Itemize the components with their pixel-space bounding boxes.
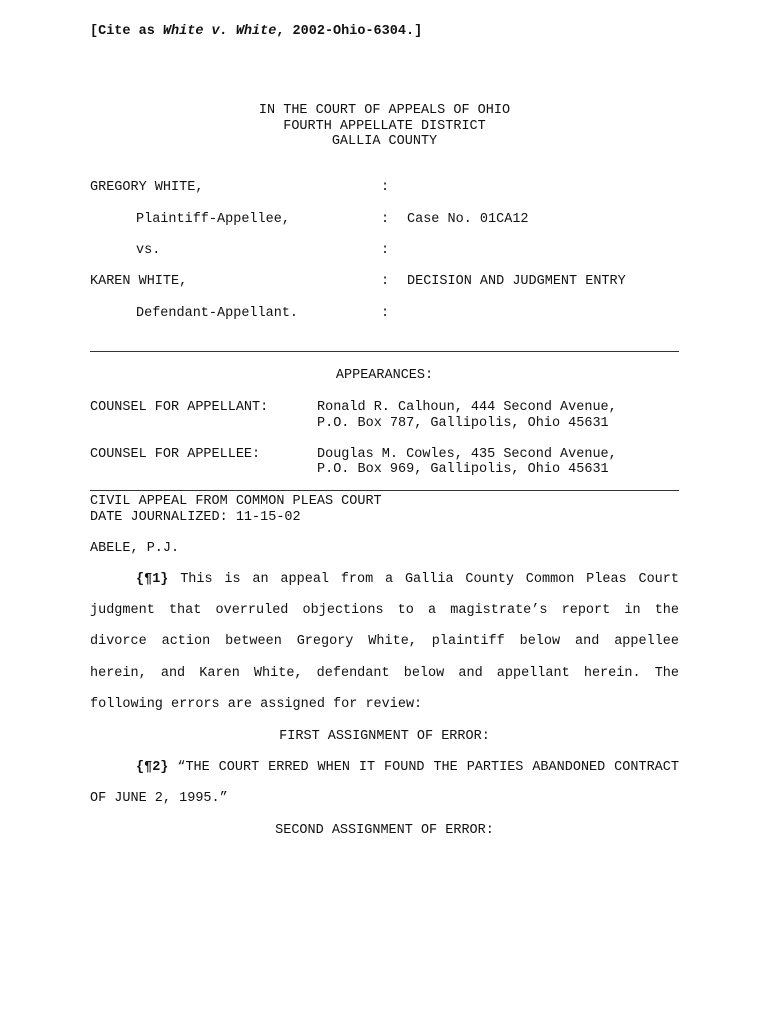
versus: vs. xyxy=(136,243,161,258)
appeal-type: CIVIL APPEAL FROM COMMON PLEAS COURT xyxy=(90,494,382,509)
paragraph-mark: {¶1} xyxy=(136,572,169,587)
date-journalized: DATE JOURNALIZED: 11-15-02 xyxy=(90,510,301,525)
paragraph-1 xyxy=(90,564,679,720)
first-assignment-heading: FIRST ASSIGNMENT OF ERROR: xyxy=(279,729,490,744)
entry-type: DECISION AND JUDGMENT ENTRY xyxy=(407,274,626,289)
citation-line xyxy=(90,24,422,40)
citation-suffix: , 2002-Ohio-6304.] xyxy=(276,24,423,39)
case-number: Case No. 01CA12 xyxy=(407,212,529,227)
court-district: FOURTH APPELLATE DISTRICT xyxy=(283,119,486,134)
caption-separator: : xyxy=(381,306,390,321)
paragraph-text: This is an appeal from a Gallia County Common Pleas Court judgment that overruled objections to a magistrate’s report in the divorce action between Gregory White, plaintiff below and appellee herein, and Karen White, defendant below and appellant herein. The following errors are assigned for review: xyxy=(90,572,679,712)
caption-separator: : xyxy=(381,274,390,289)
plaintiff-name: GREGORY WHITE, xyxy=(90,180,204,195)
appellant-counsel-label: COUNSEL FOR APPELLANT: xyxy=(90,400,269,415)
appellant-counsel-line1: Ronald R. Calhoun, 444 Second Avenue, xyxy=(317,400,617,415)
caption-separator: : xyxy=(381,212,390,227)
second-assignment-heading: SECOND ASSIGNMENT OF ERROR: xyxy=(275,823,494,838)
appellee-counsel-label: COUNSEL FOR APPELLEE: xyxy=(90,447,261,462)
court-county: GALLIA COUNTY xyxy=(331,134,438,149)
citation-case-name: White v. White xyxy=(162,24,277,39)
paragraph-2 xyxy=(90,752,679,814)
court-name: IN THE COURT OF APPEALS OF OHIO xyxy=(258,103,511,118)
plaintiff-role: Plaintiff-Appellee, xyxy=(136,212,290,227)
opinion-author: ABELE, P.J. xyxy=(90,541,180,556)
defendant-role: Defendant-Appellant. xyxy=(136,306,299,321)
paragraph-mark: {¶2} xyxy=(136,760,169,775)
caption-separator: : xyxy=(381,243,390,258)
appearances-divider xyxy=(90,490,679,491)
appellant-counsel-line2: P.O. Box 787, Gallipolis, Ohio 45631 xyxy=(317,416,609,431)
defendant-name: KAREN WHITE, xyxy=(90,274,188,289)
appearances-heading: APPEARANCES: xyxy=(335,368,434,383)
appellee-counsel-line2: P.O. Box 969, Gallipolis, Ohio 45631 xyxy=(317,462,609,477)
appellee-counsel-line1: Douglas M. Cowles, 435 Second Avenue, xyxy=(317,447,617,462)
caption-divider xyxy=(90,351,679,352)
citation-prefix: [Cite as xyxy=(90,24,163,39)
caption-separator: : xyxy=(381,180,390,195)
paragraph-text: “THE COURT ERRED WHEN IT FOUND THE PARTIES ABANDONED CONTRACT OF JUNE 2, 1995.” xyxy=(90,760,679,807)
